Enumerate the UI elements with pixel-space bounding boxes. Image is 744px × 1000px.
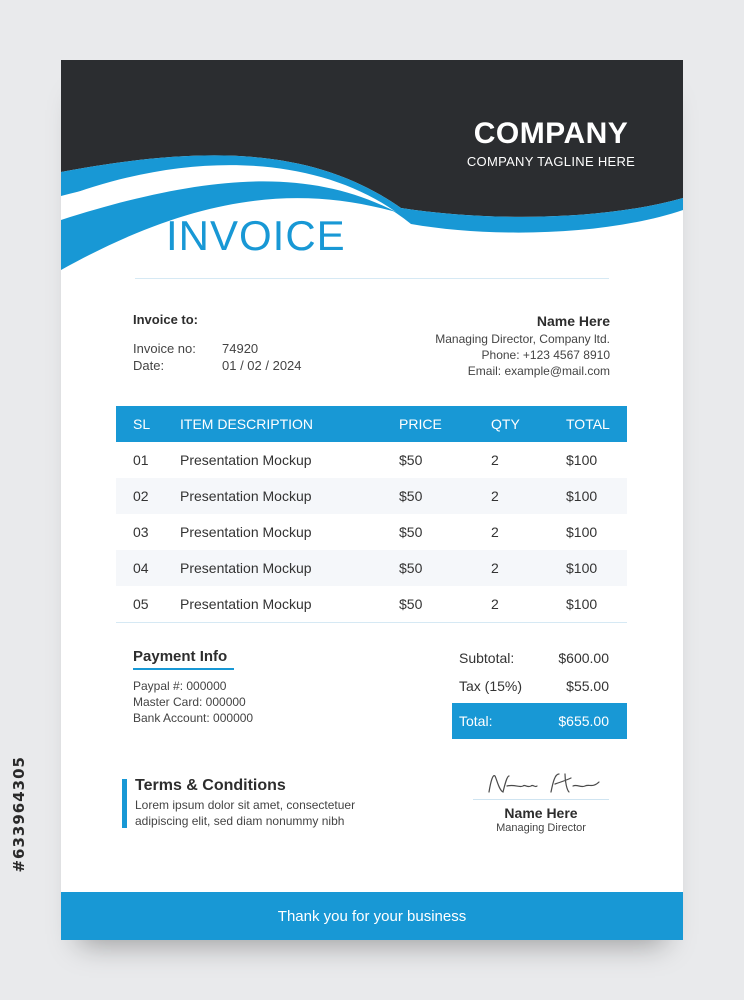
header-description: ITEM DESCRIPTION <box>180 416 314 432</box>
tax-value: $55.00 <box>566 678 609 694</box>
signature-line <box>473 799 609 800</box>
terms-text <box>135 797 395 829</box>
cell-total: $100 <box>566 524 598 540</box>
company-name: COMPANY <box>473 117 629 150</box>
cell-qty: 2 <box>491 488 499 504</box>
contact-phone: Phone: +123 4567 8910 <box>481 348 610 362</box>
payment-paypal: Paypal #: 000000 <box>133 679 227 693</box>
cell-qty: 2 <box>491 596 499 612</box>
company-block <box>451 116 651 169</box>
cell-price: $50 <box>399 524 423 540</box>
tax-label: Tax (15%) <box>459 678 523 694</box>
signatory-name: Name Here <box>504 805 578 821</box>
header-total: TOTAL <box>566 416 610 432</box>
cell-qty: 2 <box>491 560 499 576</box>
header-sl: SL <box>133 416 151 432</box>
footer-bar <box>61 892 683 940</box>
header-qty: QTY <box>491 416 520 432</box>
contact-role: Managing Director, Company ltd. <box>435 332 610 346</box>
stock-id-text: #633964305 <box>10 756 28 873</box>
subtotal-value: $600.00 <box>558 650 609 666</box>
signatory-role: Managing Director <box>496 822 586 834</box>
cell-total: $100 <box>566 560 598 576</box>
table-row <box>116 514 627 550</box>
cell-qty: 2 <box>491 452 499 468</box>
cell-description: Presentation Mockup <box>180 560 312 576</box>
invoice-title: INVOICE <box>166 212 346 259</box>
payment-info-underline <box>133 668 234 670</box>
invoice-to-label: Invoice to: <box>133 312 199 327</box>
cell-description: Presentation Mockup <box>180 452 312 468</box>
company-tagline: COMPANY TAGLINE HERE <box>466 154 636 169</box>
cell-sl: 03 <box>133 524 149 540</box>
total-row <box>452 703 627 739</box>
payment-mastercard: Master Card: 000000 <box>133 695 246 709</box>
cell-description: Presentation Mockup <box>180 488 312 504</box>
invoice-date-label: Date: <box>133 358 165 373</box>
tax-row <box>452 672 627 700</box>
terms-accent-bar <box>122 779 127 828</box>
table-bottom-divider <box>116 622 627 623</box>
cell-price: $50 <box>399 596 423 612</box>
cell-sl: 05 <box>133 596 149 612</box>
payment-bank-account: Bank Account: 000000 <box>133 711 254 725</box>
contact-email: Email: example@mail.com <box>467 364 610 378</box>
contact-block <box>435 312 610 379</box>
cell-price: $50 <box>399 488 423 504</box>
summary-block <box>452 644 627 700</box>
footer-text: Thank you for your business <box>277 907 467 925</box>
items-table <box>116 406 627 623</box>
terms-title: Terms & Conditions <box>135 777 286 794</box>
invoice-number: 74920 <box>222 341 259 356</box>
cell-price: $50 <box>399 560 423 576</box>
invoice-meta <box>133 340 302 374</box>
cell-sl: 02 <box>133 488 149 504</box>
cell-total: $100 <box>566 596 598 612</box>
total-label: Total: <box>459 713 493 729</box>
total-value: $655.00 <box>558 713 609 729</box>
header-wave-graphic <box>61 60 683 280</box>
cell-sl: 01 <box>133 452 149 468</box>
cell-price: $50 <box>399 452 423 468</box>
table-header <box>116 406 627 442</box>
cell-total: $100 <box>566 488 598 504</box>
title-divider <box>135 278 609 279</box>
invoice-number-label: Invoice no: <box>133 341 196 356</box>
table-row <box>116 586 627 622</box>
invoice-date: 01 / 02 / 2024 <box>222 358 302 373</box>
terms-line-2: adipiscing elit, sed diam nonummy nibh <box>135 814 345 828</box>
invoice-page <box>61 60 683 940</box>
table-row <box>116 550 627 586</box>
cell-description: Presentation Mockup <box>180 596 312 612</box>
contact-name: Name Here <box>536 313 610 329</box>
terms-line-1: Lorem ipsum dolor sit amet, consectetuer <box>135 798 356 812</box>
subtotal-label: Subtotal: <box>459 650 515 666</box>
table-row <box>116 478 627 514</box>
cell-description: Presentation Mockup <box>180 524 312 540</box>
cell-sl: 04 <box>133 560 149 576</box>
payment-info-lines <box>133 678 253 726</box>
subtotal-row <box>452 644 627 672</box>
header-price: PRICE <box>399 416 442 432</box>
payment-info-title: Payment Info <box>133 648 228 665</box>
table-row <box>116 442 627 478</box>
cell-qty: 2 <box>491 524 499 540</box>
cell-total: $100 <box>566 452 598 468</box>
signature-image <box>481 766 611 800</box>
